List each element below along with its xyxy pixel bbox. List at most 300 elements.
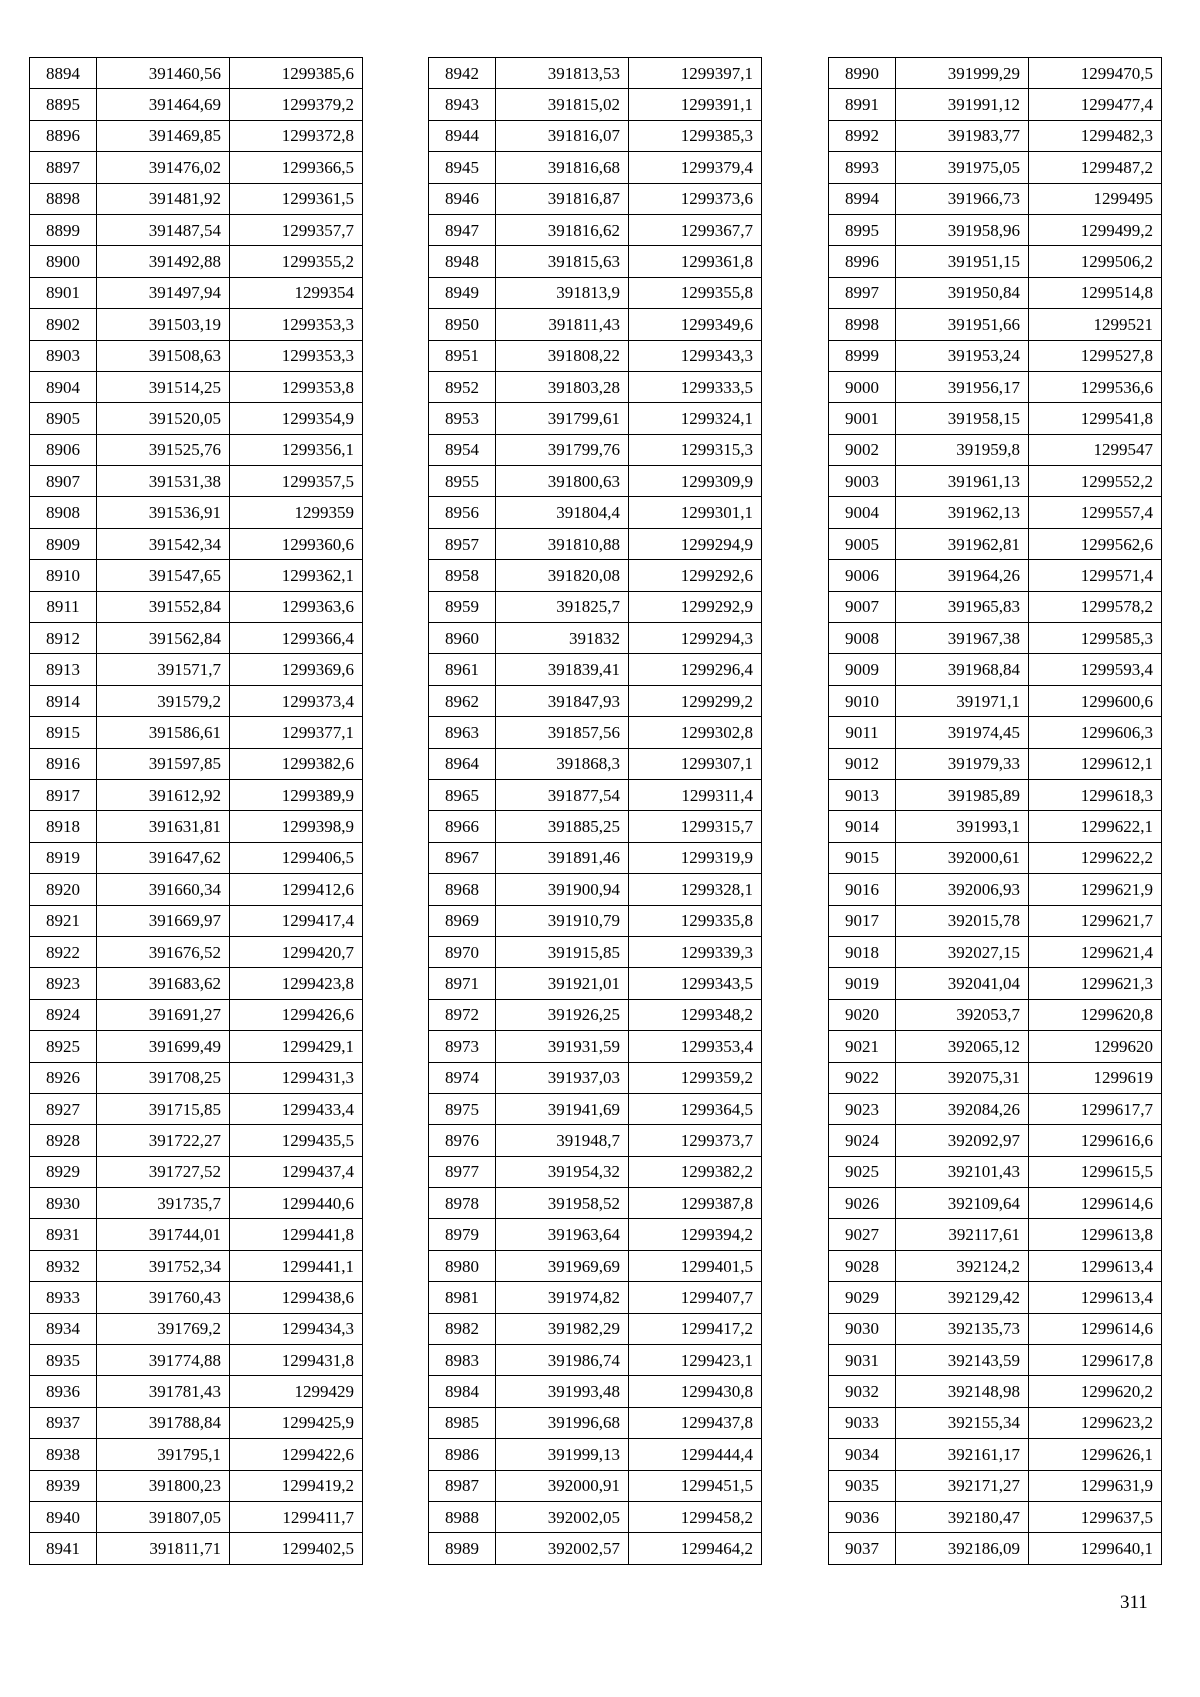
table-row [30, 748, 363, 779]
table-row [429, 1125, 762, 1156]
table-row [829, 466, 1162, 497]
table-row [429, 1313, 762, 1344]
y-coordinate-cell: 1299425,9 [230, 1407, 363, 1438]
table-row [429, 1345, 762, 1376]
y-coordinate-cell: 1299302,8 [629, 717, 762, 748]
point-number-cell: 8998 [829, 309, 896, 340]
point-number-cell: 8954 [429, 434, 496, 465]
y-coordinate-cell: 1299482,3 [1029, 120, 1162, 151]
y-coordinate-cell: 1299562,6 [1029, 528, 1162, 559]
point-number-cell: 9031 [829, 1345, 896, 1376]
x-coordinate-cell: 391961,13 [896, 466, 1029, 497]
point-number-cell: 8927 [30, 1093, 97, 1124]
point-number-cell: 8985 [429, 1407, 496, 1438]
point-number-cell: 8952 [429, 371, 496, 402]
y-coordinate-cell: 1299355,8 [629, 277, 762, 308]
table-row [429, 1093, 762, 1124]
x-coordinate-cell: 391958,52 [496, 1188, 629, 1219]
table-row [429, 1031, 762, 1062]
x-coordinate-cell: 392129,42 [896, 1282, 1029, 1313]
point-number-cell: 9030 [829, 1313, 896, 1344]
point-number-cell: 8943 [429, 89, 496, 120]
table-row [30, 120, 363, 151]
y-coordinate-cell: 1299353,4 [629, 1031, 762, 1062]
table-row [30, 1156, 363, 1187]
table-row [829, 89, 1162, 120]
point-number-cell: 8996 [829, 246, 896, 277]
x-coordinate-cell: 391586,61 [97, 717, 230, 748]
x-coordinate-cell: 392161,17 [896, 1439, 1029, 1470]
x-coordinate-cell: 391597,85 [97, 748, 230, 779]
y-coordinate-cell: 1299458,2 [629, 1501, 762, 1532]
point-number-cell: 8898 [30, 183, 97, 214]
table-row [829, 560, 1162, 591]
point-number-cell: 9019 [829, 968, 896, 999]
y-coordinate-cell: 1299389,9 [230, 779, 363, 810]
y-coordinate-cell: 1299391,1 [629, 89, 762, 120]
table-row [30, 340, 363, 371]
table-row [829, 842, 1162, 873]
table-row [429, 560, 762, 591]
table-row [30, 999, 363, 1030]
y-coordinate-cell: 1299356,1 [230, 434, 363, 465]
y-coordinate-cell: 1299431,3 [230, 1062, 363, 1093]
x-coordinate-cell: 391788,84 [97, 1407, 230, 1438]
point-number-cell: 8934 [30, 1313, 97, 1344]
x-coordinate-cell: 391950,84 [896, 277, 1029, 308]
table-row [30, 1501, 363, 1532]
x-coordinate-cell: 391803,28 [496, 371, 629, 402]
x-coordinate-cell: 392000,91 [496, 1470, 629, 1501]
y-coordinate-cell: 1299614,6 [1029, 1313, 1162, 1344]
point-number-cell: 8946 [429, 183, 496, 214]
y-coordinate-cell: 1299407,7 [629, 1282, 762, 1313]
y-coordinate-cell: 1299631,9 [1029, 1470, 1162, 1501]
y-coordinate-cell: 1299355,2 [230, 246, 363, 277]
x-coordinate-cell: 391795,1 [97, 1439, 230, 1470]
x-coordinate-cell: 392002,05 [496, 1501, 629, 1532]
x-coordinate-cell: 391571,7 [97, 654, 230, 685]
table-row [30, 1188, 363, 1219]
point-number-cell: 8950 [429, 309, 496, 340]
table-row [30, 1125, 363, 1156]
table-row [429, 1376, 762, 1407]
y-coordinate-cell: 1299397,1 [629, 58, 762, 89]
y-coordinate-cell: 1299360,6 [230, 528, 363, 559]
x-coordinate-cell: 391800,63 [496, 466, 629, 497]
y-coordinate-cell: 1299430,8 [629, 1376, 762, 1407]
y-coordinate-cell: 1299324,1 [629, 403, 762, 434]
y-coordinate-cell: 1299401,5 [629, 1250, 762, 1281]
x-coordinate-cell: 391769,2 [97, 1313, 230, 1344]
point-number-cell: 8992 [829, 120, 896, 151]
x-coordinate-cell: 392041,04 [896, 968, 1029, 999]
y-coordinate-cell: 1299366,4 [230, 623, 363, 654]
point-number-cell: 8981 [429, 1282, 496, 1313]
x-coordinate-cell: 391891,46 [496, 842, 629, 873]
point-number-cell: 8917 [30, 779, 97, 810]
table-row [30, 1345, 363, 1376]
table-row [829, 685, 1162, 716]
x-coordinate-cell: 391813,9 [496, 277, 629, 308]
point-number-cell: 9028 [829, 1250, 896, 1281]
x-coordinate-cell: 391727,52 [97, 1156, 230, 1187]
y-coordinate-cell: 1299294,9 [629, 528, 762, 559]
table-row [30, 277, 363, 308]
y-coordinate-cell: 1299382,2 [629, 1156, 762, 1187]
point-number-cell: 8919 [30, 842, 97, 873]
x-coordinate-cell: 391964,26 [896, 560, 1029, 591]
point-number-cell: 8969 [429, 905, 496, 936]
x-coordinate-cell: 391965,83 [896, 591, 1029, 622]
point-number-cell: 8989 [429, 1533, 496, 1564]
table-row [829, 528, 1162, 559]
y-coordinate-cell: 1299301,1 [629, 497, 762, 528]
table-row [429, 434, 762, 465]
y-coordinate-cell: 1299292,6 [629, 560, 762, 591]
table-row [429, 1219, 762, 1250]
x-coordinate-cell: 392092,97 [896, 1125, 1029, 1156]
table-row [829, 717, 1162, 748]
y-coordinate-cell: 1299402,5 [230, 1533, 363, 1564]
table-row [30, 1282, 363, 1313]
x-coordinate-cell: 392053,7 [896, 999, 1029, 1030]
y-coordinate-cell: 1299379,2 [230, 89, 363, 120]
y-coordinate-cell: 1299417,2 [629, 1313, 762, 1344]
x-coordinate-cell: 391956,17 [896, 371, 1029, 402]
point-number-cell: 8937 [30, 1407, 97, 1438]
table-row [30, 1250, 363, 1281]
y-coordinate-cell: 1299613,4 [1029, 1250, 1162, 1281]
x-coordinate-cell: 391967,38 [896, 623, 1029, 654]
point-number-cell: 8963 [429, 717, 496, 748]
y-coordinate-cell: 1299333,5 [629, 371, 762, 402]
x-coordinate-cell: 391708,25 [97, 1062, 230, 1093]
x-coordinate-cell: 391525,76 [97, 434, 230, 465]
x-coordinate-cell: 391683,62 [97, 968, 230, 999]
y-coordinate-cell: 1299315,3 [629, 434, 762, 465]
y-coordinate-cell: 1299620 [1029, 1031, 1162, 1062]
y-coordinate-cell: 1299621,3 [1029, 968, 1162, 999]
point-number-cell: 8974 [429, 1062, 496, 1093]
x-coordinate-cell: 391985,89 [896, 779, 1029, 810]
table-row [829, 779, 1162, 810]
table-row [829, 120, 1162, 151]
point-number-cell: 8973 [429, 1031, 496, 1062]
y-coordinate-cell: 1299626,1 [1029, 1439, 1162, 1470]
table-row [829, 811, 1162, 842]
x-coordinate-cell: 391464,69 [97, 89, 230, 120]
table-row [429, 340, 762, 371]
x-coordinate-cell: 391481,92 [97, 183, 230, 214]
y-coordinate-cell: 1299299,2 [629, 685, 762, 716]
y-coordinate-cell: 1299521 [1029, 309, 1162, 340]
table-row [829, 1188, 1162, 1219]
y-coordinate-cell: 1299621,9 [1029, 874, 1162, 905]
table-row [429, 905, 762, 936]
y-coordinate-cell: 1299406,5 [230, 842, 363, 873]
table-row [429, 623, 762, 654]
point-number-cell: 8962 [429, 685, 496, 716]
x-coordinate-cell: 391547,65 [97, 560, 230, 591]
y-coordinate-cell: 1299377,1 [230, 717, 363, 748]
table-row [30, 1219, 363, 1250]
point-number-cell: 8959 [429, 591, 496, 622]
table-row [30, 685, 363, 716]
y-coordinate-cell: 1299434,3 [230, 1313, 363, 1344]
point-number-cell: 9025 [829, 1156, 896, 1187]
table-row [429, 936, 762, 967]
point-number-cell: 8960 [429, 623, 496, 654]
table-row [30, 497, 363, 528]
point-number-cell: 8895 [30, 89, 97, 120]
y-coordinate-cell: 1299385,3 [629, 120, 762, 151]
y-coordinate-cell: 1299547 [1029, 434, 1162, 465]
point-number-cell: 8991 [829, 89, 896, 120]
x-coordinate-cell: 391760,43 [97, 1282, 230, 1313]
x-coordinate-cell: 391941,69 [496, 1093, 629, 1124]
x-coordinate-cell: 391915,85 [496, 936, 629, 967]
y-coordinate-cell: 1299617,7 [1029, 1093, 1162, 1124]
point-number-cell: 8970 [429, 936, 496, 967]
point-number-cell: 8988 [429, 1501, 496, 1532]
x-coordinate-cell: 391562,84 [97, 623, 230, 654]
table-row [429, 1439, 762, 1470]
point-number-cell: 8957 [429, 528, 496, 559]
point-number-cell: 9014 [829, 811, 896, 842]
point-number-cell: 8913 [30, 654, 97, 685]
y-coordinate-cell: 1299363,6 [230, 591, 363, 622]
x-coordinate-cell: 391660,34 [97, 874, 230, 905]
y-coordinate-cell: 1299292,9 [629, 591, 762, 622]
table-row [30, 1470, 363, 1501]
y-coordinate-cell: 1299372,8 [230, 120, 363, 151]
y-coordinate-cell: 1299620,2 [1029, 1376, 1162, 1407]
x-coordinate-cell: 392027,15 [896, 936, 1029, 967]
table-row [429, 1156, 762, 1187]
x-coordinate-cell: 391974,82 [496, 1282, 629, 1313]
table-row [30, 842, 363, 873]
x-coordinate-cell: 391691,27 [97, 999, 230, 1030]
point-number-cell: 9017 [829, 905, 896, 936]
y-coordinate-cell: 1299373,7 [629, 1125, 762, 1156]
x-coordinate-cell: 391612,92 [97, 779, 230, 810]
y-coordinate-cell: 1299578,2 [1029, 591, 1162, 622]
table-row [829, 1093, 1162, 1124]
y-coordinate-cell: 1299477,4 [1029, 89, 1162, 120]
point-number-cell: 8916 [30, 748, 97, 779]
point-number-cell: 8997 [829, 277, 896, 308]
point-number-cell: 9027 [829, 1219, 896, 1250]
y-coordinate-cell: 1299527,8 [1029, 340, 1162, 371]
y-coordinate-cell: 1299606,3 [1029, 717, 1162, 748]
table-row [429, 371, 762, 402]
x-coordinate-cell: 391996,68 [496, 1407, 629, 1438]
table-row [30, 434, 363, 465]
table-row [429, 779, 762, 810]
y-coordinate-cell: 1299343,5 [629, 968, 762, 999]
table-row [429, 685, 762, 716]
y-coordinate-cell: 1299464,2 [629, 1533, 762, 1564]
table-row [429, 1188, 762, 1219]
point-number-cell: 8914 [30, 685, 97, 716]
x-coordinate-cell: 391926,25 [496, 999, 629, 1030]
x-coordinate-cell: 391825,7 [496, 591, 629, 622]
y-coordinate-cell: 1299552,2 [1029, 466, 1162, 497]
point-number-cell: 9033 [829, 1407, 896, 1438]
y-coordinate-cell: 1299362,1 [230, 560, 363, 591]
x-coordinate-cell: 391520,05 [97, 403, 230, 434]
x-coordinate-cell: 392117,61 [896, 1219, 1029, 1250]
point-number-cell: 9016 [829, 874, 896, 905]
table-row [30, 623, 363, 654]
x-coordinate-cell: 391931,59 [496, 1031, 629, 1062]
table-row [829, 874, 1162, 905]
y-coordinate-cell: 1299637,5 [1029, 1501, 1162, 1532]
y-coordinate-cell: 1299617,8 [1029, 1345, 1162, 1376]
table-row [829, 1345, 1162, 1376]
y-coordinate-cell: 1299394,2 [629, 1219, 762, 1250]
x-coordinate-cell: 392015,78 [896, 905, 1029, 936]
y-coordinate-cell: 1299616,6 [1029, 1125, 1162, 1156]
point-number-cell: 8938 [30, 1439, 97, 1470]
point-number-cell: 8906 [30, 434, 97, 465]
y-coordinate-cell: 1299615,5 [1029, 1156, 1162, 1187]
point-number-cell: 9002 [829, 434, 896, 465]
point-number-cell: 8999 [829, 340, 896, 371]
x-coordinate-cell: 391993,48 [496, 1376, 629, 1407]
y-coordinate-cell: 1299412,6 [230, 874, 363, 905]
table-row [30, 466, 363, 497]
point-number-cell: 8930 [30, 1188, 97, 1219]
table-row [829, 497, 1162, 528]
table-row [429, 246, 762, 277]
point-number-cell: 9026 [829, 1188, 896, 1219]
point-number-cell: 9000 [829, 371, 896, 402]
table-row [30, 1031, 363, 1062]
table-row [30, 1093, 363, 1124]
x-coordinate-cell: 391799,61 [496, 403, 629, 434]
point-number-cell: 8918 [30, 811, 97, 842]
table-row [829, 403, 1162, 434]
x-coordinate-cell: 391752,34 [97, 1250, 230, 1281]
x-coordinate-cell: 391807,05 [97, 1501, 230, 1532]
table-row [30, 874, 363, 905]
point-number-cell: 9013 [829, 779, 896, 810]
y-coordinate-cell: 1299612,1 [1029, 748, 1162, 779]
x-coordinate-cell: 391953,24 [896, 340, 1029, 371]
point-number-cell: 8978 [429, 1188, 496, 1219]
point-number-cell: 8980 [429, 1250, 496, 1281]
table-row [829, 591, 1162, 622]
y-coordinate-cell: 1299613,8 [1029, 1219, 1162, 1250]
point-number-cell: 8922 [30, 936, 97, 967]
table-row [829, 905, 1162, 936]
y-coordinate-cell: 1299541,8 [1029, 403, 1162, 434]
y-coordinate-cell: 1299369,6 [230, 654, 363, 685]
table-row [429, 874, 762, 905]
x-coordinate-cell: 391979,33 [896, 748, 1029, 779]
table-row [429, 811, 762, 842]
x-coordinate-cell: 391816,62 [496, 214, 629, 245]
point-number-cell: 9029 [829, 1282, 896, 1313]
x-coordinate-cell: 392180,47 [896, 1501, 1029, 1532]
table-row [829, 1156, 1162, 1187]
table-row [429, 842, 762, 873]
x-coordinate-cell: 391816,07 [496, 120, 629, 151]
point-number-cell: 9003 [829, 466, 896, 497]
table-row [829, 371, 1162, 402]
x-coordinate-cell: 392075,31 [896, 1062, 1029, 1093]
point-number-cell: 8940 [30, 1501, 97, 1532]
x-coordinate-cell: 391959,8 [896, 434, 1029, 465]
y-coordinate-cell: 1299423,1 [629, 1345, 762, 1376]
y-coordinate-cell: 1299435,5 [230, 1125, 363, 1156]
y-coordinate-cell: 1299319,9 [629, 842, 762, 873]
y-coordinate-cell: 1299536,6 [1029, 371, 1162, 402]
table-row [30, 1062, 363, 1093]
y-coordinate-cell: 1299367,7 [629, 214, 762, 245]
point-number-cell: 8995 [829, 214, 896, 245]
table-row [429, 1250, 762, 1281]
point-number-cell: 8932 [30, 1250, 97, 1281]
table-row [30, 654, 363, 685]
table-row [829, 936, 1162, 967]
y-coordinate-cell: 1299411,7 [230, 1501, 363, 1532]
x-coordinate-cell: 391536,91 [97, 497, 230, 528]
point-number-cell: 8965 [429, 779, 496, 810]
x-coordinate-cell: 392006,93 [896, 874, 1029, 905]
table-row [429, 999, 762, 1030]
point-number-cell: 8966 [429, 811, 496, 842]
y-coordinate-cell: 1299426,6 [230, 999, 363, 1030]
table-row [829, 1470, 1162, 1501]
x-coordinate-cell: 391968,84 [896, 654, 1029, 685]
point-number-cell: 9023 [829, 1093, 896, 1124]
table-row [30, 1439, 363, 1470]
table-row [829, 1282, 1162, 1313]
y-coordinate-cell: 1299339,3 [629, 936, 762, 967]
point-number-cell: 8911 [30, 591, 97, 622]
y-coordinate-cell: 1299366,5 [230, 152, 363, 183]
y-coordinate-cell: 1299309,9 [629, 466, 762, 497]
point-number-cell: 9022 [829, 1062, 896, 1093]
y-coordinate-cell: 1299429,1 [230, 1031, 363, 1062]
x-coordinate-cell: 391800,23 [97, 1470, 230, 1501]
point-number-cell: 8994 [829, 183, 896, 214]
x-coordinate-cell: 391514,25 [97, 371, 230, 402]
y-coordinate-cell: 1299361,5 [230, 183, 363, 214]
table-row [429, 1282, 762, 1313]
y-coordinate-cell: 1299557,4 [1029, 497, 1162, 528]
point-number-cell: 9015 [829, 842, 896, 873]
x-coordinate-cell: 391811,43 [496, 309, 629, 340]
x-coordinate-cell: 392171,27 [896, 1470, 1029, 1501]
table-row [829, 1407, 1162, 1438]
point-number-cell: 8933 [30, 1282, 97, 1313]
y-coordinate-cell: 1299514,8 [1029, 277, 1162, 308]
x-coordinate-cell: 391669,97 [97, 905, 230, 936]
y-coordinate-cell: 1299621,7 [1029, 905, 1162, 936]
x-coordinate-cell: 391962,13 [896, 497, 1029, 528]
point-number-cell: 9011 [829, 717, 896, 748]
point-number-cell: 8900 [30, 246, 97, 277]
x-coordinate-cell: 391487,54 [97, 214, 230, 245]
x-coordinate-cell: 391951,15 [896, 246, 1029, 277]
table-row [829, 1250, 1162, 1281]
table-row [429, 528, 762, 559]
point-number-cell: 8982 [429, 1313, 496, 1344]
